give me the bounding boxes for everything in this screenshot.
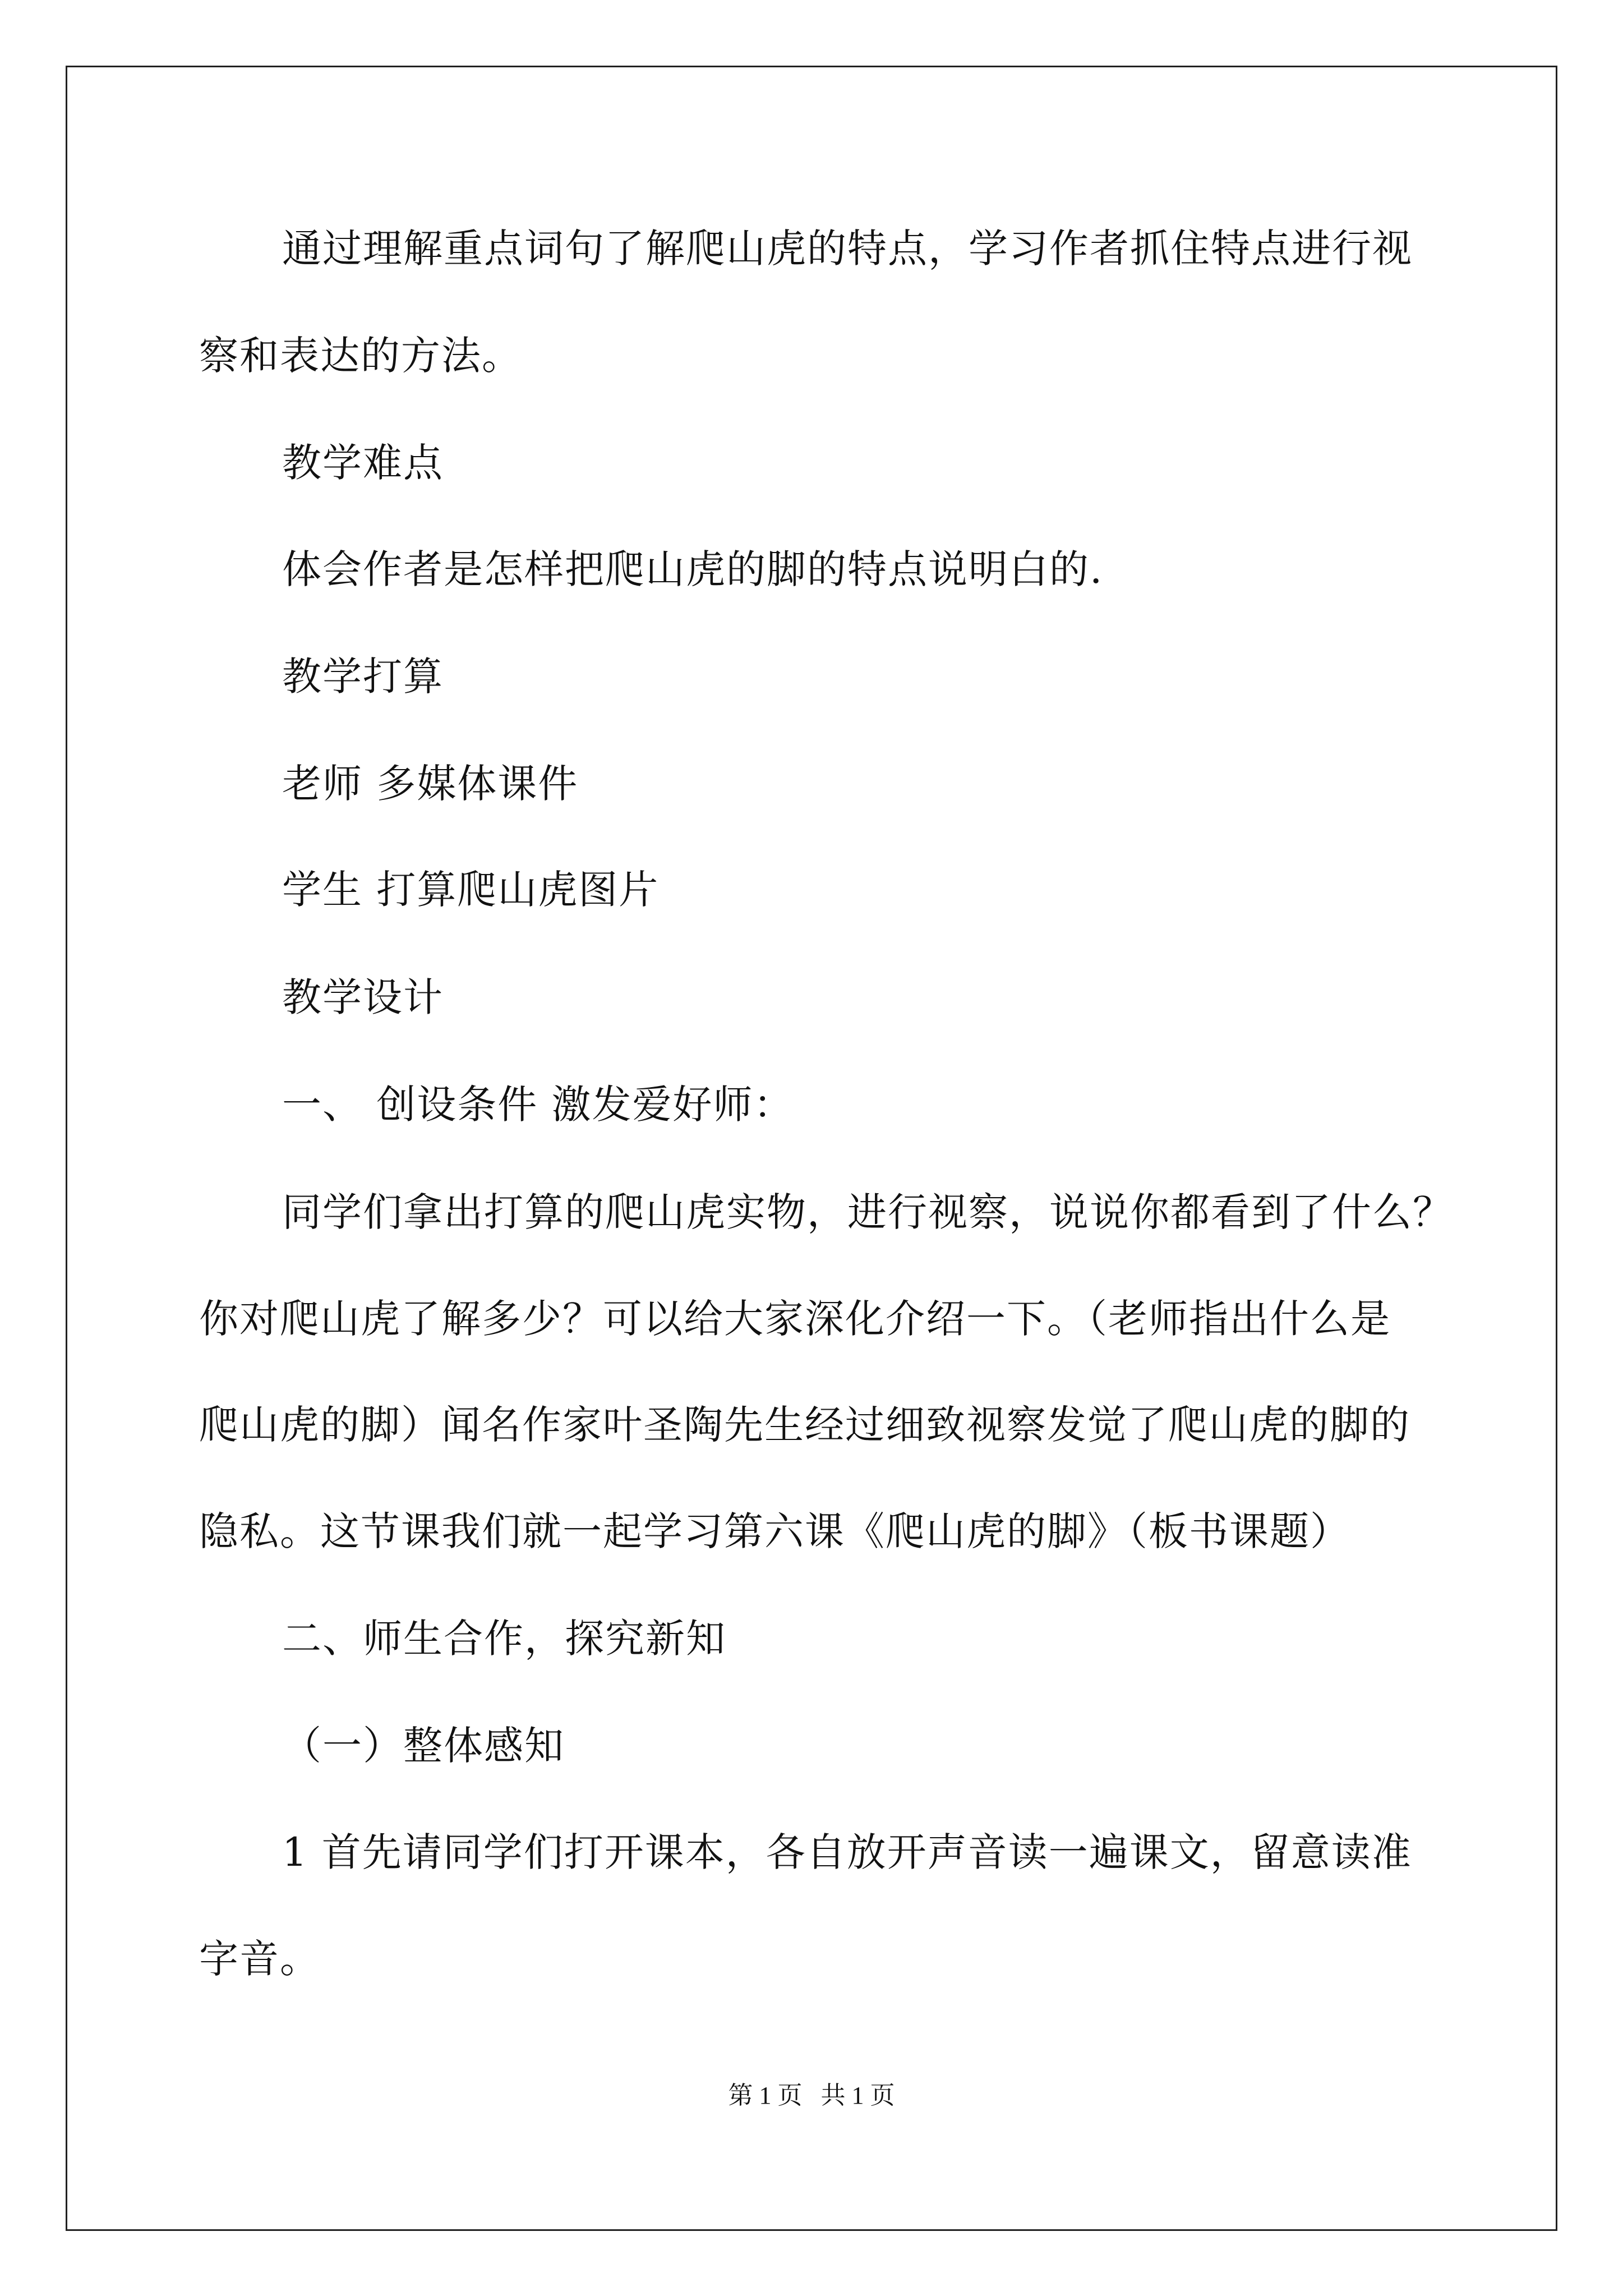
subsection-heading: （一）整体感知 — [282, 1723, 565, 1769]
paragraph-intro-line-4: 隐私。这节课我们就一起学习第六课《爬山虎的脚》（板书课题） — [199, 1508, 1350, 1554]
paragraph-1-line-2: 察和表达的方法。 — [199, 333, 522, 379]
paragraph-teacher-prep: 老师 多媒体课件 — [282, 761, 579, 807]
paragraph-student-prep: 学生 打算爬山虎图片 — [282, 867, 660, 913]
page-footer: 第 1 页 共 1 页 — [728, 2082, 895, 2109]
heading-teaching-preparation: 教学打算 — [282, 654, 444, 700]
paragraph-intro-line-1: 同学们拿出打算的爬山虎实物，进行视察，说说你都看到了什么？ — [282, 1189, 1453, 1235]
paragraph-step-1-line-1: 1 首先请同学们打开课本，各自放开声音读一遍课文，留意读准 — [282, 1829, 1412, 1875]
paragraph-difficulty-text: 体会作者是怎样把爬山虎的脚的特点说明白的. — [282, 546, 1104, 592]
page-border — [66, 66, 1557, 2231]
section-two-heading: 二、师生合作，探究新知 — [282, 1616, 726, 1662]
paragraph-step-1-line-2: 字音。 — [199, 1936, 320, 1982]
heading-teaching-difficulty: 教学难点 — [282, 440, 444, 486]
paragraph-intro-line-3: 爬山虎的脚）闻名作家叶圣陶先生经过细致视察发觉了爬山虎的脚的 — [199, 1402, 1410, 1448]
paragraph-intro-line-2: 你对爬山虎了解多少？可以给大家深化介绍一下。（老师指出什么是 — [199, 1296, 1391, 1342]
section-one-heading: 一、 创设条件 激发爱好师： — [282, 1082, 794, 1128]
paragraph-1-line-1: 通过理解重点词句了解爬山虎的特点，学习作者抓住特点进行视 — [282, 226, 1413, 272]
heading-teaching-design: 教学设计 — [282, 974, 444, 1020]
